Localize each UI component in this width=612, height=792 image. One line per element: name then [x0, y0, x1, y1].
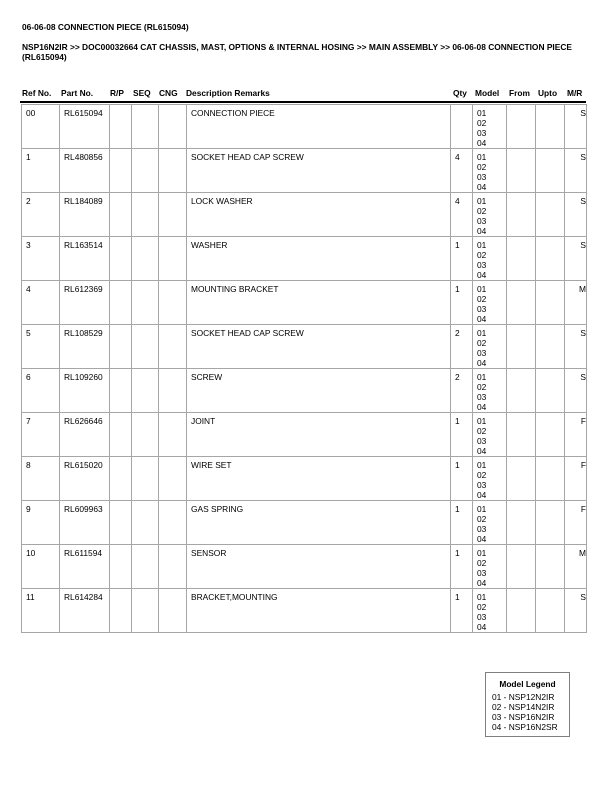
mr-cell: S [565, 105, 587, 149]
description-cell: WIRE SET [187, 457, 451, 501]
upto-cell [536, 501, 565, 545]
upto-cell [536, 457, 565, 501]
description-cell: JOINT [187, 413, 451, 457]
seq-cell [132, 545, 159, 589]
table-row [22, 457, 587, 501]
qty-cell: 2 [451, 369, 473, 413]
qty-cell: 2 [451, 325, 473, 369]
from-cell [507, 237, 536, 281]
model-code: 03 [477, 568, 487, 578]
mr-cell: S [565, 325, 587, 369]
model-cell [473, 501, 507, 545]
page-title: 06-06-08 CONNECTION PIECE (RL615094) [22, 22, 189, 32]
part-no-cell: RL109260 [60, 369, 110, 413]
part-no-cell: RL184089 [60, 193, 110, 237]
model-cell [473, 589, 507, 633]
description-cell: SENSOR [187, 545, 451, 589]
cng-cell [159, 193, 187, 237]
mr-cell: S [565, 193, 587, 237]
model-code: 02 [477, 426, 487, 436]
cng-cell [159, 281, 187, 325]
from-cell [507, 589, 536, 633]
from-cell [507, 325, 536, 369]
seq-cell [132, 149, 159, 193]
ref-no-cell: 7 [22, 413, 60, 457]
model-code: 02 [477, 250, 487, 260]
mr-cell: F [565, 413, 587, 457]
header-mr: M/R [567, 88, 583, 98]
model-legend-item: 01 - NSP12N2IR [492, 692, 555, 702]
from-cell [507, 281, 536, 325]
model-legend [485, 672, 570, 737]
table-row [22, 325, 587, 369]
qty-cell: 1 [451, 237, 473, 281]
model-legend-title: Model Legend [499, 679, 556, 689]
model-code: 04 [477, 578, 487, 588]
description-cell: LOCK WASHER [187, 193, 451, 237]
table-row [22, 369, 587, 413]
model-cell [473, 193, 507, 237]
ref-no-cell: 2 [22, 193, 60, 237]
description-cell: SCREW [187, 369, 451, 413]
model-code: 01 [477, 548, 487, 558]
rp-cell [110, 149, 132, 193]
mr-cell: F [565, 501, 587, 545]
model-cell [473, 545, 507, 589]
model-cell [473, 149, 507, 193]
qty-cell: 1 [451, 589, 473, 633]
model-code: 03 [477, 392, 487, 402]
model-code: 01 [477, 240, 487, 250]
upto-cell [536, 545, 565, 589]
breadcrumb: NSP16N2IR >> DOC00032664 CAT CHASSIS, MAST, OPTIONS & INTERNAL HOSING >> MAIN ASSEMBLY >> 06-06-08 CONNECTION PIECE (RL615094) [22, 42, 572, 62]
model-legend-item: 02 - NSP14N2IR [492, 702, 555, 712]
model-code: 02 [477, 206, 487, 216]
table-row [22, 149, 587, 193]
qty-cell: 4 [451, 193, 473, 237]
model-code: 01 [477, 108, 487, 118]
part-no-cell: RL108529 [60, 325, 110, 369]
table-row [22, 105, 587, 149]
model-code: 03 [477, 304, 487, 314]
from-cell [507, 501, 536, 545]
parts-table [21, 104, 587, 633]
model-code: 03 [477, 436, 487, 446]
model-code: 01 [477, 284, 487, 294]
header-qty: Qty [453, 88, 467, 98]
ref-no-cell: 8 [22, 457, 60, 501]
table-row [22, 237, 587, 281]
rp-cell [110, 501, 132, 545]
cng-cell [159, 237, 187, 281]
header-divider [20, 101, 586, 103]
part-no-cell: RL612369 [60, 281, 110, 325]
description-cell: MOUNTING BRACKET [187, 281, 451, 325]
mr-cell: S [565, 369, 587, 413]
ref-no-cell: 6 [22, 369, 60, 413]
description-cell: BRACKET,MOUNTING [187, 589, 451, 633]
upto-cell [536, 193, 565, 237]
model-cell [473, 413, 507, 457]
model-code: 04 [477, 490, 487, 500]
model-code: 02 [477, 118, 487, 128]
upto-cell [536, 281, 565, 325]
rp-cell [110, 589, 132, 633]
cng-cell [159, 105, 187, 149]
model-code: 01 [477, 372, 487, 382]
model-code: 02 [477, 470, 487, 480]
model-code: 02 [477, 602, 487, 612]
description-cell: SOCKET HEAD CAP SCREW [187, 149, 451, 193]
table-row [22, 413, 587, 457]
model-code: 02 [477, 162, 487, 172]
qty-cell: 4 [451, 149, 473, 193]
mr-cell: F [565, 457, 587, 501]
ref-no-cell: 3 [22, 237, 60, 281]
cng-cell [159, 457, 187, 501]
from-cell [507, 545, 536, 589]
header-model: Model [475, 88, 500, 98]
seq-cell [132, 457, 159, 501]
model-code: 01 [477, 504, 487, 514]
parts-table-body [22, 105, 587, 633]
model-cell [473, 105, 507, 149]
model-code: 01 [477, 460, 487, 470]
upto-cell [536, 325, 565, 369]
seq-cell [132, 105, 159, 149]
qty-cell: 1 [451, 545, 473, 589]
rp-cell [110, 325, 132, 369]
seq-cell [132, 501, 159, 545]
model-code: 04 [477, 226, 487, 236]
upto-cell [536, 105, 565, 149]
qty-cell: 1 [451, 413, 473, 457]
upto-cell [536, 149, 565, 193]
rp-cell [110, 457, 132, 501]
model-code: 04 [477, 622, 487, 632]
mr-cell: S [565, 237, 587, 281]
model-code: 01 [477, 328, 487, 338]
rp-cell [110, 369, 132, 413]
part-no-cell: RL615094 [60, 105, 110, 149]
seq-cell [132, 413, 159, 457]
part-no-cell: RL163514 [60, 237, 110, 281]
part-no-cell: RL626646 [60, 413, 110, 457]
mr-cell: S [565, 149, 587, 193]
table-row [22, 281, 587, 325]
model-cell [473, 457, 507, 501]
cng-cell [159, 545, 187, 589]
header-description: Description Remarks [186, 88, 270, 98]
table-row [22, 501, 587, 545]
model-legend-item: 04 - NSP16N2SR [492, 722, 558, 732]
model-code: 04 [477, 270, 487, 280]
model-code: 04 [477, 534, 487, 544]
description-cell: SOCKET HEAD CAP SCREW [187, 325, 451, 369]
model-code: 03 [477, 612, 487, 622]
ref-no-cell: 00 [22, 105, 60, 149]
from-cell [507, 149, 536, 193]
cng-cell [159, 369, 187, 413]
seq-cell [132, 325, 159, 369]
upto-cell [536, 589, 565, 633]
seq-cell [132, 281, 159, 325]
model-code: 04 [477, 182, 487, 192]
model-code: 04 [477, 138, 487, 148]
from-cell [507, 457, 536, 501]
rp-cell [110, 281, 132, 325]
from-cell [507, 105, 536, 149]
model-code: 03 [477, 480, 487, 490]
rp-cell [110, 413, 132, 457]
model-cell [473, 281, 507, 325]
ref-no-cell: 10 [22, 545, 60, 589]
header-rp: R/P [110, 88, 124, 98]
cng-cell [159, 589, 187, 633]
model-code: 03 [477, 524, 487, 534]
from-cell [507, 413, 536, 457]
model-code: 03 [477, 348, 487, 358]
cng-cell [159, 413, 187, 457]
part-no-cell: RL611594 [60, 545, 110, 589]
description-cell: WASHER [187, 237, 451, 281]
table-row [22, 193, 587, 237]
ref-no-cell: 4 [22, 281, 60, 325]
rp-cell [110, 545, 132, 589]
qty-cell: 1 [451, 457, 473, 501]
seq-cell [132, 193, 159, 237]
model-cell [473, 369, 507, 413]
model-code: 03 [477, 260, 487, 270]
part-no-cell: RL480856 [60, 149, 110, 193]
header-upto: Upto [538, 88, 558, 98]
part-no-cell: RL614284 [60, 589, 110, 633]
model-code: 02 [477, 338, 487, 348]
model-cell [473, 325, 507, 369]
seq-cell [132, 589, 159, 633]
upto-cell [536, 413, 565, 457]
header-seq: SEQ [133, 88, 151, 98]
header-ref-no: Ref No. [22, 88, 52, 98]
seq-cell [132, 237, 159, 281]
ref-no-cell: 1 [22, 149, 60, 193]
cng-cell [159, 501, 187, 545]
part-no-cell: RL609963 [60, 501, 110, 545]
qty-cell: 1 [451, 281, 473, 325]
from-cell [507, 369, 536, 413]
model-code: 02 [477, 294, 487, 304]
model-code: 04 [477, 446, 487, 456]
cng-cell [159, 325, 187, 369]
model-code: 02 [477, 514, 487, 524]
header-cng: CNG [159, 88, 178, 98]
cng-cell [159, 149, 187, 193]
mr-cell: M [565, 545, 587, 589]
upto-cell [536, 369, 565, 413]
model-code: 01 [477, 196, 487, 206]
ref-no-cell: 5 [22, 325, 60, 369]
header-part-no: Part No. [61, 88, 94, 98]
model-code: 02 [477, 382, 487, 392]
from-cell [507, 193, 536, 237]
model-cell [473, 237, 507, 281]
description-cell: GAS SPRING [187, 501, 451, 545]
model-code: 04 [477, 402, 487, 412]
model-code: 02 [477, 558, 487, 568]
mr-cell: S [565, 589, 587, 633]
seq-cell [132, 369, 159, 413]
table-row [22, 545, 587, 589]
rp-cell [110, 193, 132, 237]
model-code: 03 [477, 128, 487, 138]
rp-cell [110, 237, 132, 281]
model-code: 01 [477, 416, 487, 426]
model-legend-item: 03 - NSP16N2IR [492, 712, 555, 722]
model-code: 01 [477, 152, 487, 162]
qty-cell: 1 [451, 501, 473, 545]
ref-no-cell: 9 [22, 501, 60, 545]
model-code: 04 [477, 358, 487, 368]
description-cell: CONNECTION PIECE [187, 105, 451, 149]
qty-cell [451, 105, 473, 149]
part-no-cell: RL615020 [60, 457, 110, 501]
model-code: 01 [477, 592, 487, 602]
model-code: 03 [477, 216, 487, 226]
rp-cell [110, 105, 132, 149]
mr-cell: M [565, 281, 587, 325]
header-from: From [509, 88, 530, 98]
upto-cell [536, 237, 565, 281]
table-row [22, 589, 587, 633]
model-code: 04 [477, 314, 487, 324]
model-code: 03 [477, 172, 487, 182]
ref-no-cell: 11 [22, 589, 60, 633]
